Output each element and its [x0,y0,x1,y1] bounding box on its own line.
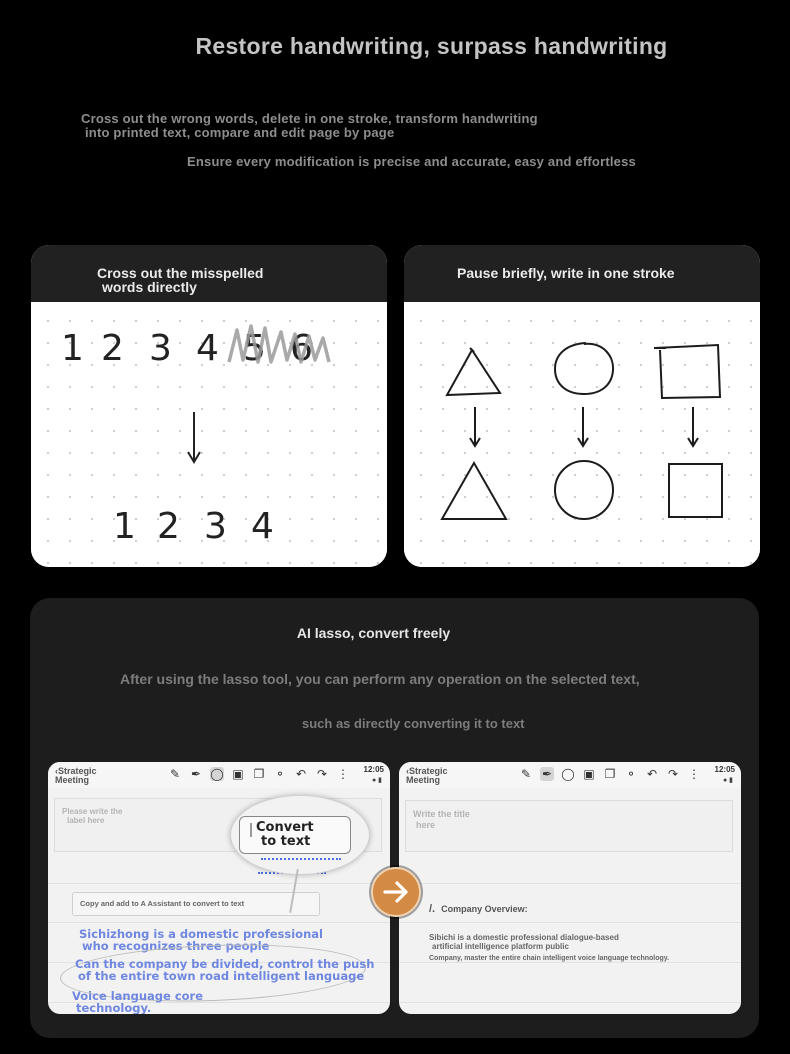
wifi-battery-icon: ● ▮ [371,777,382,784]
tablet-toolbar [399,762,741,788]
title-placeholder [62,807,122,825]
camera-icon[interactable]: ▣ [232,767,244,781]
camera-icon[interactable]: ▣ [583,767,595,781]
back-to-notebook-button[interactable] [55,767,97,785]
before-digit-2: 2 [101,328,124,369]
page-headline: Restore handwriting, surpass handwriting [195,33,668,59]
after-digit-4: 4 [251,506,274,547]
page-subtitle [81,112,538,140]
crossout-card-canvas [31,302,387,567]
down-arrow-icon [470,407,480,446]
subtitle-line-1: Cross out the wrong words, delete in one stroke, transform handwriting [81,111,538,126]
microphone-icon[interactable]: ⚬ [625,767,637,781]
notebook-title: Strategic [58,766,97,776]
subtitle-line-2: into printed text, compare and edit page by page [85,125,395,140]
converted-paragraph [429,933,619,951]
ruled-line [48,922,390,923]
more-icon[interactable]: ⋮ [688,767,700,781]
pen-icon[interactable]: ✎ [169,767,181,781]
shapes-card [404,245,760,567]
handwriting-line-2: who recognizes three people [82,939,270,953]
title-placeholder [413,809,470,831]
ai-lasso-description-2: such as directly converting it to text [302,716,525,731]
ai-lasso-description-1: After using the lasso tool, you can perform any operation on the selected text, [120,671,640,687]
lasso-icon[interactable]: ◯ [561,767,575,781]
microphone-icon[interactable]: ⚬ [274,767,286,781]
before-digit-1: 1 [61,328,84,369]
title-placeholder-line-1: Please write the [62,807,123,816]
shapes-drawing [404,302,760,567]
converted-text-line-2: artificial intelligence platform public [432,942,569,951]
crossout-card [31,245,387,567]
assistant-hint-box[interactable] [72,892,320,916]
before-digit-5: 5 [243,328,266,369]
after-digit-3: 3 [204,506,227,547]
shapes-card-header [404,245,760,302]
tablet-screen-after [399,762,741,1014]
shapes-card-canvas [404,302,760,567]
clock: 12:05 [714,765,735,774]
crossout-card-title-line-2: words directly [102,279,197,295]
title-placeholder-line-2: label here [67,816,105,825]
clock: 12:05 [363,765,384,774]
tool-group [168,767,350,781]
company-overview-heading: Company Overview: [441,904,528,914]
notebook-title-line-2: Meeting [55,775,90,785]
layers-icon[interactable]: ❐ [253,767,265,781]
title-placeholder-line-2: here [416,820,436,830]
more-icon[interactable]: ⋮ [337,767,349,781]
handwriting-block-3 [72,990,203,1014]
crossout-card-title-line-1: Cross out the misspelled [97,265,264,281]
down-arrow-icon [188,412,200,462]
convert-label [256,821,314,849]
magnifier-bubble [230,795,370,875]
tool-group [519,767,701,781]
tablet-toolbar [48,762,390,788]
shapes-card-title: Pause briefly, write in one stroke [457,265,675,281]
perfect-triangle [442,463,506,519]
undo-icon[interactable]: ↶ [646,767,658,781]
wifi-battery-icon: ● ▮ [722,777,733,784]
notebook-title-line-2: Meeting [406,775,441,785]
converted-heading [429,903,528,915]
handdrawn-circle [555,343,613,394]
convert-to-text-button[interactable] [239,816,351,854]
handwriting-line-5: Voice language core [72,989,204,1003]
crossout-drawing [31,302,387,567]
perfect-square [669,464,722,517]
lasso-icon[interactable]: ◯ [210,767,224,781]
back-chevron-icon: ‹ [406,766,409,776]
highlighter-icon[interactable]: ✒ [190,767,202,781]
ruled-line [48,883,390,884]
after-digit-2: 2 [157,506,180,547]
handwriting-line-4: of the entire town road intelligent language [78,969,365,983]
before-digit-6: 6 [290,328,313,369]
down-arrow-icon [688,407,698,446]
convert-label-line-1: Convert [256,820,314,835]
handwriting-line-3: Can the company be divided, control the push [75,957,375,971]
pen-icon[interactable]: ✎ [520,767,532,781]
before-digit-3: 3 [149,328,172,369]
crossout-card-title [97,266,263,294]
before-digit-4: 4 [196,328,219,369]
converted-text-line-1: Sibichi is a domestic professional dialogue-based [429,933,619,942]
ruled-line [399,883,741,884]
notebook-title: Strategic [409,766,448,776]
converted-text-line-3: Company, master the entire chain intelligent voice language technology. [429,955,670,962]
handdrawn-triangle [447,348,500,395]
undo-icon[interactable]: ↶ [295,767,307,781]
handdrawn-square [654,345,720,398]
subtitle-line-3: Ensure every modification is precise and accurate, easy and effortless [187,154,636,169]
redo-icon[interactable]: ↷ [667,767,679,781]
lasso-dots [261,858,341,866]
convert-arrow-button [371,867,421,917]
ruled-line [399,1002,741,1003]
ruled-line [399,922,741,923]
arrow-right-icon [381,877,411,907]
handwriting-block-2 [75,958,374,982]
ruled-line [399,962,741,963]
perfect-circle [555,461,613,519]
title-field[interactable] [405,800,733,852]
handwriting-line-1: Sichizhong is a domestic professional [79,927,323,941]
highlighter-icon[interactable]: ✒ [541,767,553,781]
crossout-card-header [31,245,387,302]
down-arrow-icon [578,407,588,446]
text-cursor-icon [250,823,252,837]
ai-lasso-title: AI lasso, convert freely [296,625,451,641]
tablet-screen-before [48,762,390,1014]
layers-icon[interactable]: ❐ [604,767,616,781]
convert-label-line-2: to text [261,834,311,849]
assistant-hint-text: Copy and add to A Assistant to convert to text [80,899,245,908]
redo-icon[interactable]: ↷ [316,767,328,781]
handwriting-line-6: technology. [76,1001,152,1014]
list-marker: /. [429,903,436,915]
after-digit-1: 1 [113,506,136,547]
back-to-notebook-button[interactable] [406,767,448,785]
title-placeholder-line-1: Write the title [413,809,470,819]
back-chevron-icon: ‹ [55,766,58,776]
